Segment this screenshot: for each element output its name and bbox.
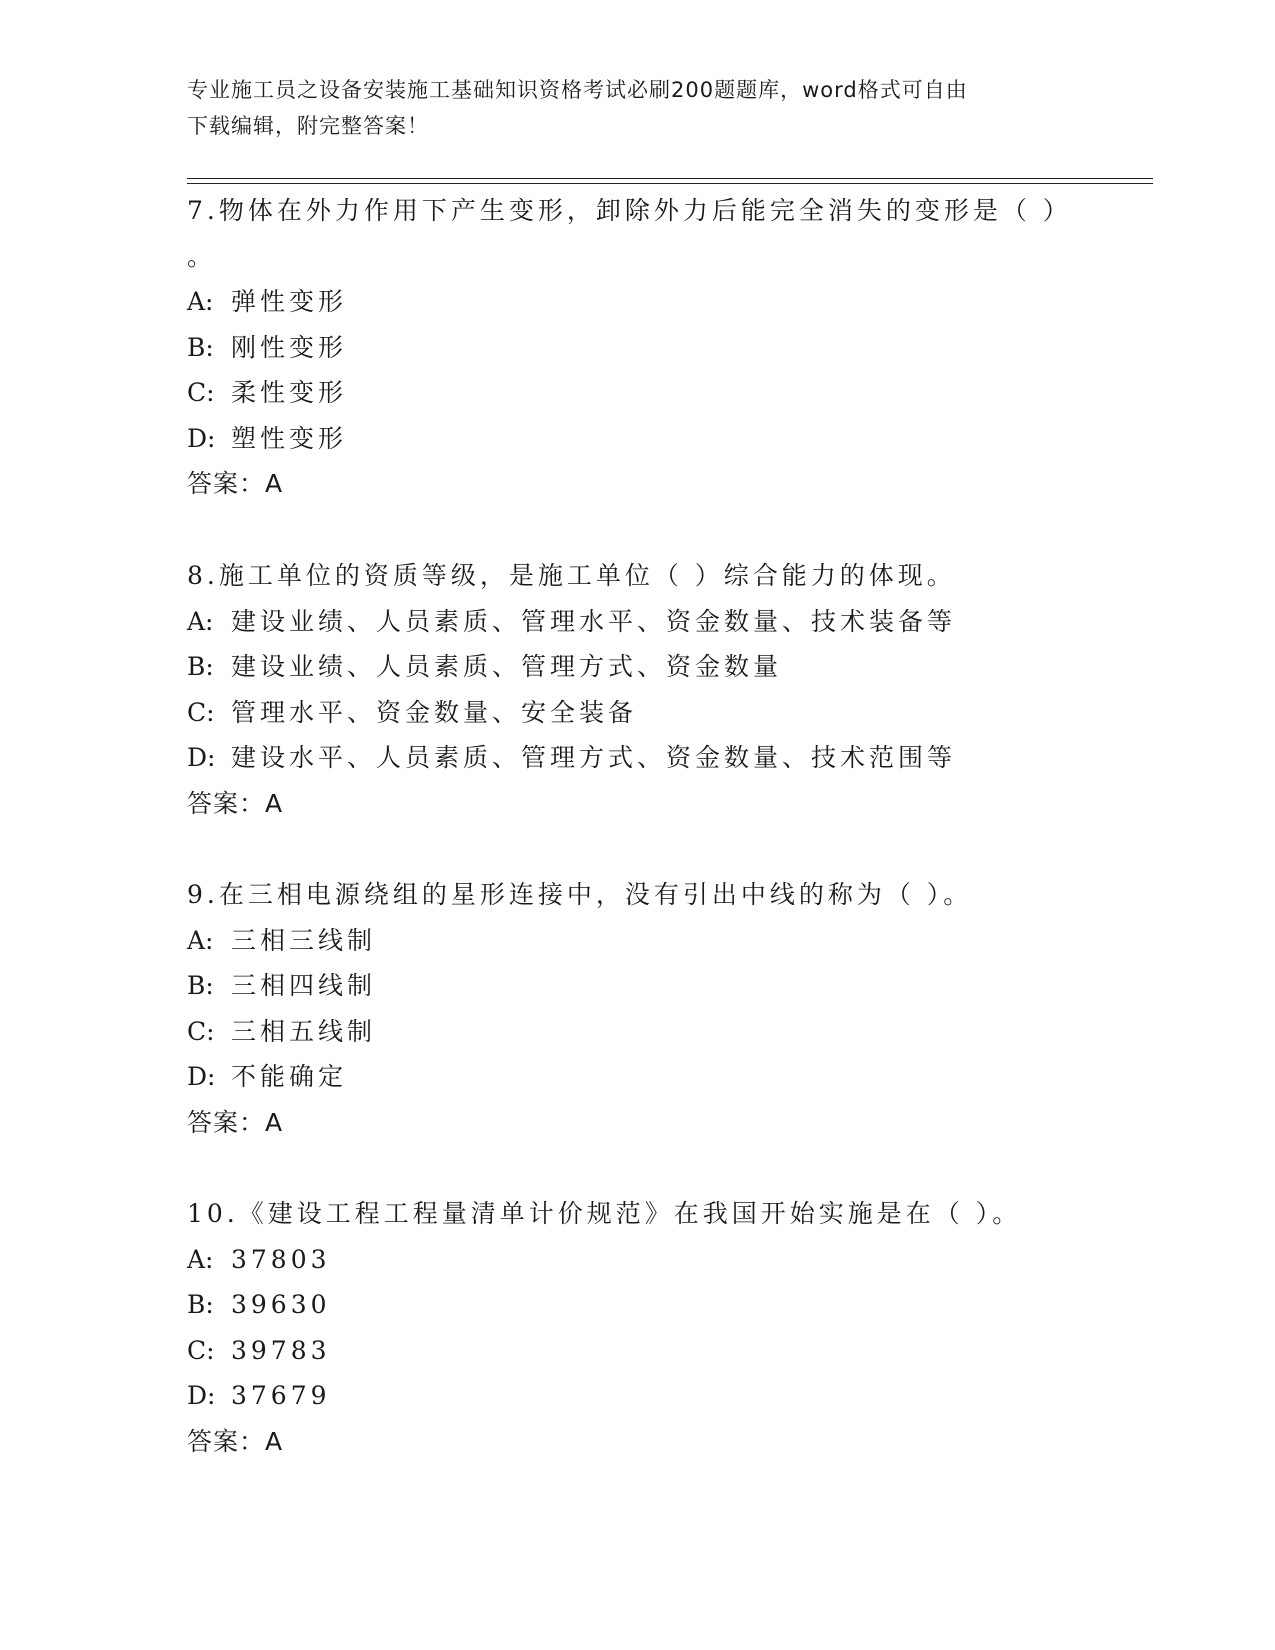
answer: 答案：A	[187, 1426, 284, 1456]
header-divider-bottom	[187, 183, 1153, 184]
option-text: 建设水平、人员素质、管理方式、资金数量、技术范围等	[231, 743, 957, 772]
option-key: D:	[187, 423, 216, 453]
option-d	[187, 735, 1147, 781]
option-key: A:	[187, 287, 214, 316]
option-a	[187, 599, 1147, 645]
question-title: 9.在三相电源绕组的星形连接中，没有引出中线的称为（ ）。	[187, 880, 973, 909]
option-text: 管理水平、资金数量、安全装备	[231, 697, 638, 727]
header-line-1: 专业施工员之设备安装施工基础知识资格考试必刷200题题库，word格式可自由	[187, 78, 968, 102]
question-10	[187, 1191, 1147, 1464]
option-key: B:	[187, 332, 214, 362]
option-a	[187, 918, 1147, 964]
option-d	[187, 416, 1147, 462]
question-7	[187, 188, 1147, 507]
option-text: 三相三线制	[231, 925, 377, 955]
option-text: 建设业绩、人员素质、管理方式、资金数量	[231, 652, 783, 681]
option-c	[187, 1328, 1147, 1374]
option-d	[187, 1373, 1147, 1419]
option-text: 弹性变形	[231, 287, 348, 316]
question-9	[187, 872, 1147, 1145]
option-text: 不能确定	[231, 1062, 348, 1091]
question-title: 8.施工单位的资质等级，是施工单位（ ）综合能力的体现。	[187, 561, 956, 590]
question-title: 7.物体在外力作用下产生变形，卸除外力后能完全消失的变形是（ ）	[187, 196, 1072, 225]
option-key: B:	[187, 971, 214, 1000]
option-text: 柔性变形	[231, 378, 348, 407]
option-key: C:	[187, 1335, 215, 1365]
answer: 答案：A	[187, 469, 284, 498]
question-title-continuation: 。	[187, 241, 217, 271]
option-a	[187, 1237, 1147, 1283]
option-a	[187, 279, 1147, 325]
option-b	[187, 325, 1147, 371]
option-text: 39783	[231, 1335, 331, 1365]
option-key: A:	[187, 1244, 214, 1274]
answer: 答案：A	[187, 788, 284, 818]
option-text: 塑性变形	[231, 423, 348, 453]
option-text: 建设业绩、人员素质、管理水平、资金数量、技术装备等	[231, 606, 957, 636]
question-8	[187, 553, 1147, 826]
header-line-2: 下载编辑，附完整答案！	[187, 114, 429, 138]
option-d	[187, 1054, 1147, 1100]
option-key: A:	[187, 606, 214, 636]
option-key: D:	[187, 743, 216, 772]
option-key: B:	[187, 652, 214, 681]
option-c	[187, 1009, 1147, 1055]
option-text: 三相五线制	[231, 1016, 377, 1046]
option-key: C:	[187, 1016, 215, 1046]
option-text: 37679	[231, 1381, 331, 1410]
option-key: A:	[187, 925, 214, 955]
option-key: D:	[187, 1381, 216, 1410]
option-key: D:	[187, 1062, 216, 1091]
question-title: 10.《建设工程工程量清单计价规范》在我国开始实施是在（ ）。	[187, 1199, 1022, 1228]
option-text: 刚性变形	[231, 332, 348, 362]
option-c	[187, 690, 1147, 736]
option-c	[187, 370, 1147, 416]
answer: 答案：A	[187, 1107, 284, 1137]
option-key: C:	[187, 697, 215, 727]
option-text: 39630	[231, 1290, 331, 1319]
option-b	[187, 1282, 1147, 1328]
option-b	[187, 644, 1147, 690]
option-text: 37803	[231, 1244, 331, 1274]
option-b	[187, 963, 1147, 1009]
option-text: 三相四线制	[231, 971, 377, 1000]
document-header	[187, 72, 1067, 144]
option-key: C:	[187, 378, 215, 407]
header-divider-top	[187, 178, 1153, 179]
option-key: B:	[187, 1290, 214, 1319]
